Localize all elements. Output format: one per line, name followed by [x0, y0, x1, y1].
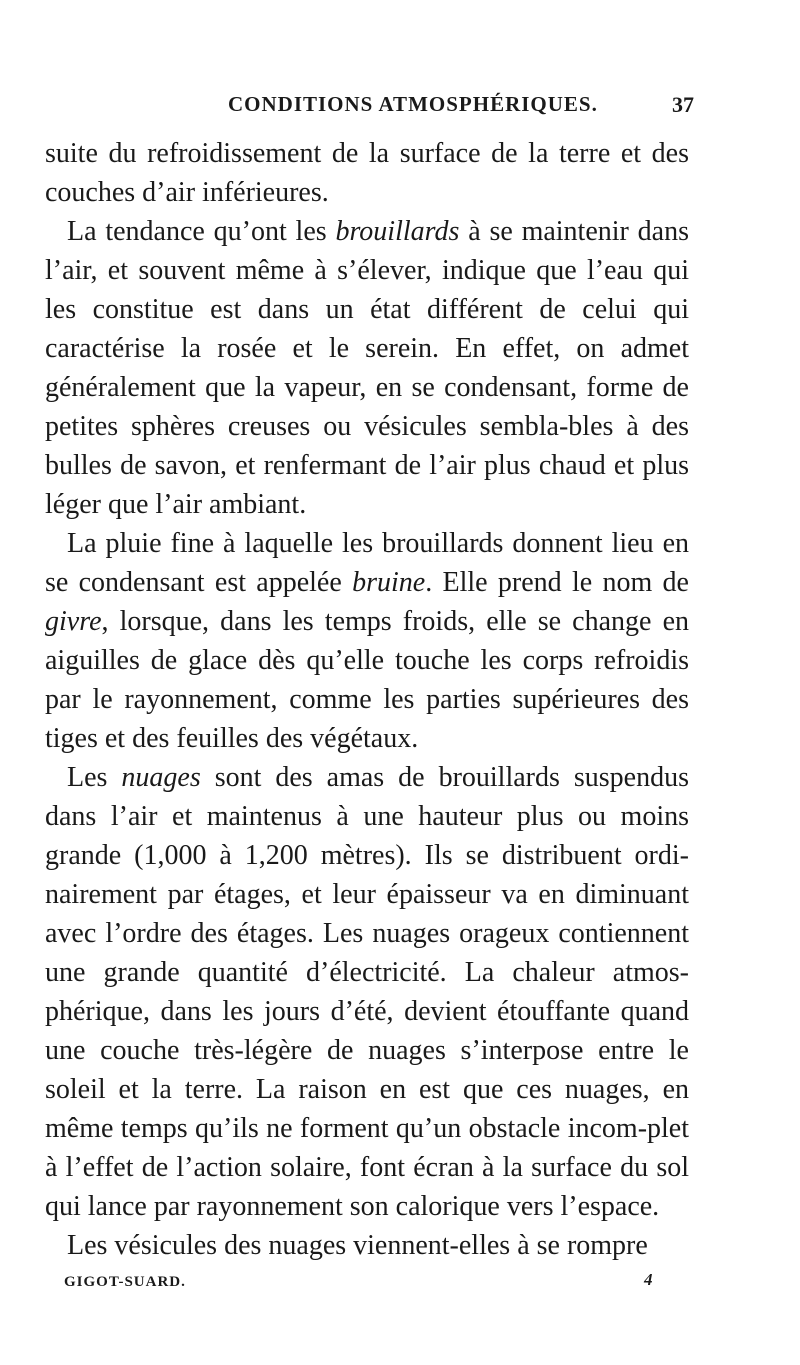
text-run: La tendance qu’ont les [67, 216, 336, 247]
signature-line [0, 1270, 800, 1298]
text-run: Les [67, 762, 122, 793]
paragraph-4 [45, 758, 689, 1226]
italic-term: bruine [352, 567, 426, 598]
running-head [0, 92, 800, 122]
paragraph-2 [45, 212, 689, 524]
text-run: La pluie fine à laquelle les brouillards donnent lieu en se condensant est appelée [45, 528, 689, 598]
paragraph-3 [45, 524, 689, 758]
paragraph-5 [45, 1226, 689, 1265]
text-run: suite du refroidissement de la surface de la terre et des couches d’air inférieures. [45, 138, 689, 208]
page-number: 37 [672, 92, 694, 117]
italic-term: givre [45, 606, 102, 637]
text-run: à se maintenir dans l’air, et souvent même à s’élever, indique que l’eau qui les constitue est dans un état différent de celui qui caractérise la rosée et le serein. En effet, on admet généralement que la vapeur, en se condensant, forme de petites sphères creuses ou vésicules sembla-bles à des bulles de savon, et renfermant de l’air plus chaud et plus léger que l’air ambiant. [45, 216, 689, 520]
text-run: sont des amas de brouillards suspendus dans l’air et maintenus à une hauteur plus ou moins grande (1,000 à 1,200 mètres). Ils se distribuent ordi-nairement par étages, et leur épaisseur va en diminuant avec l’ordre des étages. Les nuages orageux contiennent une grande quantité d’électricité. La chaleur atmos-phérique, dans les jours d’été, devient étouffante quand une couche très-légère de nuages s’interpose entre le soleil et la terre. La raison en est que ces nuages, en même temps qu’ils ne forment qu’un obstacle incom-plet à l’effet de l’action solaire, font écran à la surface du sol qui lance par rayonnement son calorique vers l’espace. [45, 762, 689, 1222]
text-run: , lorsque, dans les temps froids, elle se change en aiguilles de glace dès qu’elle touche les corps refroidis par le rayonnement, comme les parties supérieures des tiges et des feuilles des végétaux. [45, 606, 689, 754]
running-title: CONDITIONS ATMOSPHÉRIQUES. [228, 92, 598, 116]
printer-signature: GIGOT-SUARD. [64, 1274, 186, 1290]
paragraph-1 [45, 134, 689, 212]
text-run: Les vésicules des nuages viennent-elles à se rompre [67, 1230, 648, 1261]
text-run: . Elle prend le nom de [425, 567, 689, 598]
body-text [45, 134, 689, 1265]
italic-term: nuages [121, 762, 201, 793]
sheet-number: 4 [644, 1270, 653, 1289]
italic-term: brouillards [335, 216, 460, 247]
